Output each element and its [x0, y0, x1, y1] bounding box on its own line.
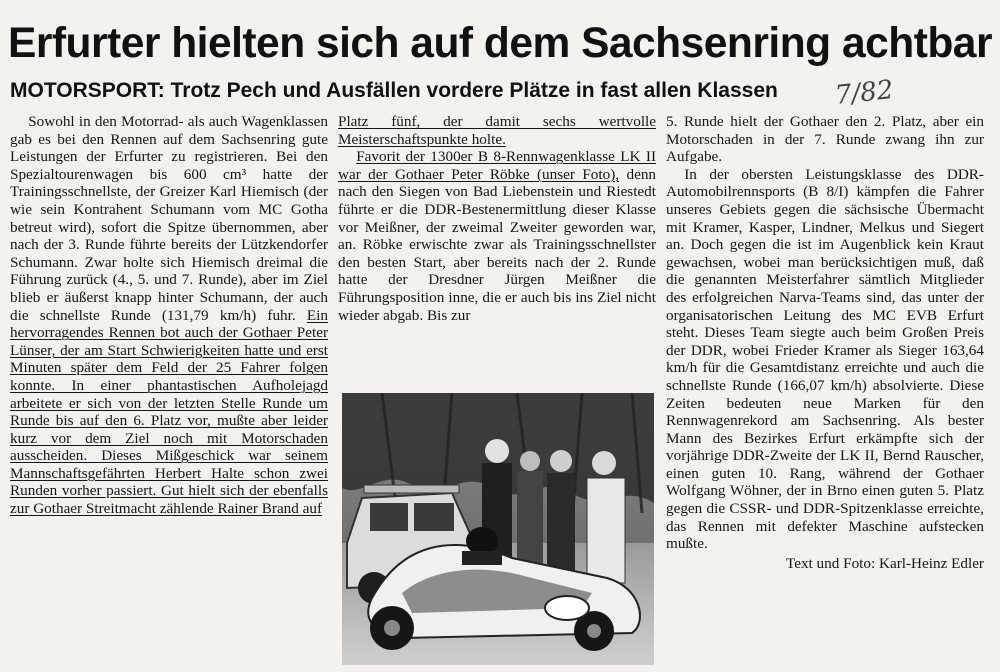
col1-paragraph-1 — [10, 113, 328, 518]
col2-paragraph-2 — [338, 148, 656, 324]
article-column-3 — [666, 113, 984, 665]
race-car-photo — [342, 393, 654, 665]
race-car-photo-icon — [342, 393, 654, 665]
article-column-2 — [338, 113, 656, 383]
col2-underlined-text-2: Favorit der 1300er B 8-Rennwagenklasse LK II war der Gothaer Peter Röbke (unser Foto), — [338, 148, 656, 183]
col3-paragraph-2: In der obersten Leistungsklasse des DDR-Automobilrennsports (B 8/I) kämpfen die Fahrer unseres Gebiets gegen die sächsische Übermacht mit Kramer, Kasper, Lindner, Melkus und Siegert an. Doch gegen die ist im Augenblick kein Kraut gewachsen, wobei man berücksichtigen muß, daß die genannten Meisterfahrer sämtlich Mitglieder des erfolgreichen Narva-Teams sind, das unter der organisatorischen Leitung des MC EVB Erfurt steht. Dieses Team siegte auch beim Großen Preis der DDR, wobei Frieder Kramer als Sieger 163,64 km/h für die Gesamtdistanz erreichte und auch die schnellste Runde (166,07 km/h) absolvierte. Diese Zeiten bedeuten neue Marken für den Rennwagenrekord am Sachsenring. Als bester Mann des Bezirkes Erfurt erkämpfte sich der vorjährige DDR-Zweite der LK II, Bernd Rauscher, einen guten 10. Rang, während der Gothaer Wolfgang Wöhner, der in Brno einen guten 5. Platz gegen die CSSR- und DDR-Spitzenklasse erreichte, das Rennen mit defekter Maschine aufstecken mußte. — [666, 165, 984, 553]
subline: MOTORSPORT: Trotz Pech und Ausfällen vordere Plätze in fast allen Klassen — [10, 79, 778, 102]
col3-paragraph-1: 5. Runde hielt der Gothaer den 2. Platz, aber ein Motorschaden in der 7. Runde zwang ihn zur Aufgabe. — [666, 113, 984, 166]
handwritten-note: 7/82 — [833, 75, 895, 111]
col2-text: denn nach den Siegen von Bad Liebenstein und Riestedt führte er die DDR-Bestenermittlung dieser Klasse vor Meißner, der zweimal Zweiter geworden war, an. Röbke erwischte zwar als Trainingsschnellster den besten Start, aber bereits nach der 2. Runde hatte der Dresdner Jürgen Meißner die Führungsposition inne, die er auch bis ins Ziel nicht wieder abgab. Bis zur — [338, 165, 657, 324]
col2-paragraph-1 — [338, 113, 656, 148]
photo-credit: Text und Foto: Karl-Heinz Edler — [785, 554, 984, 572]
col1-underlined-text: Ein hervorragendes Rennen bot auch der Gothaer Peter Lünser, der am Start Schwierigkeiten hatte und erst Minuten später dem Feld der 25 Fahrer folgen konnte. In einer phantastischen Aufholejagd arbeitete er sich von der letzten Stelle Runde um Runde bis auf den 6. Platz vor, mußte aber leider kurz vor dem Ziel noch mit Motorschaden ausscheiden. Dieses Mißgeschick war seinem Mannschaftsgefährten Herbert Halte schon zwei Runden vorher passiert. Gut hielt sich der ebenfalls zur Gothaer Streitmacht zählende Rainer Brand auf — [10, 306, 328, 518]
headline: Erfurter hielten sich auf dem Sachsenring achtbar — [8, 20, 992, 67]
article-column-1 — [10, 113, 328, 665]
col2-underlined-text-1: Platz fünf, der damit sechs wertvolle Meisterschaftspunkte holte. — [338, 113, 656, 148]
col1-text: Sowohl in den Motorrad- als auch Wagenklassen gab es bei den Rennen auf dem Sachsenring gute Leistungen der Erfurter zu registrieren. Bei den Spezialtourenwagen bis 600 cm³ hatte der Trainingsschnellste, der Greizer Karl Hiemisch (der wie sein Kontrahent Schumann vom MC Gotha betreut wird), sofort die Spitze übernommen, aber nach der 3. Runde führte bereits der Lützkendorfer Schumann. Zwar holte sich Hiemisch dreimal die Führung zurück (4., 5. und 7. Runde), aber im Ziel blieb er äußerst knapp hinter Schumann, der auch die schnellste Runde (131,79 km/h) fuhr. — [10, 113, 328, 324]
